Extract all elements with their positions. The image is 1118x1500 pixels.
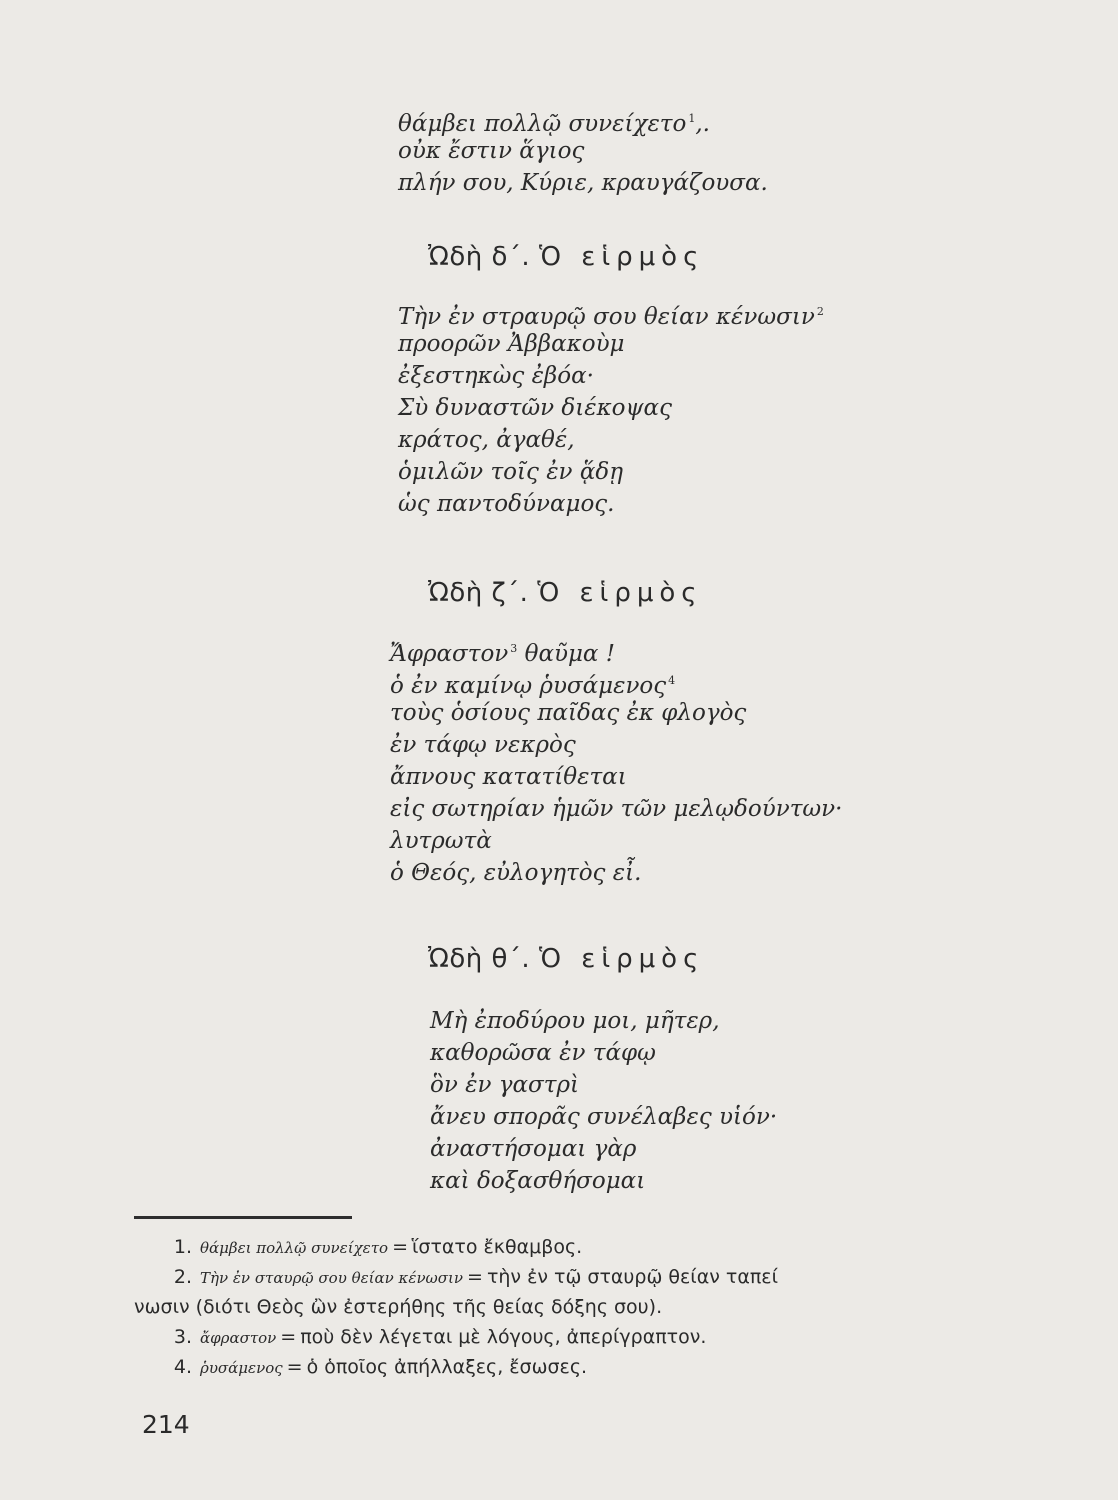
ode-7-verses [390, 633, 842, 889]
footnote-2-continuation: νωσιν (διότι Θεὸς ὢν ἐστερήθης τῆς θείας δόξης σου). [134, 1296, 663, 1318]
ode-9-heading [428, 944, 704, 974]
footnote-number: 1. [173, 1236, 192, 1258]
equals-sign: = [467, 1266, 483, 1288]
footnote-term: ἄφραστον [200, 1329, 277, 1347]
verse-line: ὁ Θεός, εὐλογητὸς εἶ. [390, 860, 642, 886]
equals-sign: = [392, 1236, 408, 1258]
footnotes [134, 1236, 1034, 1386]
footnote-marker: 1 [688, 112, 696, 125]
footnote-gloss: ὁ ὁποῖος ἀπήλλαξες, ἔσωσες. [306, 1356, 588, 1378]
verse-line: τοὺς ὁσίους παῖδας ἐκ φλογὸς [390, 700, 747, 726]
footnote-number: 4. [173, 1356, 192, 1378]
ode-7-number: Ὠδὴ ζ΄. [428, 578, 529, 608]
verse-line: ἐν τάφῳ νεκρὸς [390, 732, 576, 758]
footnote-marker: 2 [816, 305, 824, 318]
footnote-term: θάμβει πολλῷ συνείχετο [200, 1239, 389, 1257]
ode-9-verses [430, 1005, 777, 1197]
verse-line: ὁ ἐν καμίνῳ ῥυσάμενος $^4$ [390, 673, 676, 699]
ode-4-heirmos-label: Ὁ εἱρμὸς [538, 242, 705, 272]
verse-line: ὁμιλῶν τοῖς ἐν ᾅδῃ [398, 459, 624, 485]
footnote-2 [134, 1266, 1034, 1296]
equals-sign: = [286, 1356, 303, 1378]
ode-4-verses [398, 296, 824, 520]
page-number: 214 [142, 1410, 190, 1439]
verse-line: ἀναστήσομαι γὰρ [430, 1136, 637, 1162]
ode-4-heading [428, 242, 704, 272]
verse-line: καθορῶσα ἐν τάφῳ [430, 1040, 656, 1066]
verse-line: οὐκ ἔστιν ἅγιος [398, 138, 585, 164]
footnote-gloss: ἵστατο ἔκθαμβος. [411, 1236, 583, 1258]
verse-line: κράτος, ἀγαθέ, [398, 427, 575, 453]
verse-line: καὶ δοξασθήσομαι [430, 1168, 646, 1194]
verse-line: ὡς παντοδύναμος. [398, 491, 615, 517]
verse-line: ἄπνους κατατίθεται [390, 764, 627, 790]
footnote-divider [134, 1216, 352, 1219]
footnote-term: ῥυσάμενος [200, 1359, 283, 1377]
ode-9-heirmos-label: Ὁ εἱρμὸς [538, 944, 705, 974]
footnote-4 [134, 1356, 1034, 1386]
verse-line: προορῶν Ἀββακοὺμ [398, 331, 625, 357]
ode-9-number: Ὠδὴ θ΄. [428, 944, 531, 974]
footnote-term: Τὴν ἐν σταυρῷ σου θείαν κένωσιν [200, 1269, 464, 1287]
footnote-number: 2. [173, 1266, 192, 1288]
verse-line: Μὴ ἐποδύρου μοι, μῆτερ, [430, 1008, 720, 1034]
footnote-number: 3. [173, 1326, 192, 1348]
verse-line: Ἄφραστον $^3$ θαῦμα ! [390, 641, 616, 667]
verse-line: θάμβει πολλῷ συνείχετο $^1$,. [398, 111, 710, 137]
verse-line: Σὺ δυναστῶν διέκοψας [398, 395, 672, 421]
verse-line: πλήν σου, Κύριε, κραυγάζουσα. [398, 170, 768, 196]
ode-7-heading [428, 578, 703, 608]
verse-line: ἐξεστηκὼς ἐβόα· [398, 363, 594, 389]
footnote-marker: 3 [510, 642, 518, 655]
equals-sign: = [280, 1326, 297, 1348]
footnote-gloss: τὴν ἐν τῷ σταυρῷ θείαν ταπεί [486, 1266, 779, 1288]
verse-line: ἄνευ σπορᾶς συνέλαβες υἱόν· [430, 1104, 778, 1130]
verse-line: λυτρωτὰ [390, 828, 492, 854]
verse-line: ὃν ἐν γαστρὶ [430, 1072, 580, 1098]
footnote-gloss: ποὺ δὲν λέγεται μὲ λόγους, ἀπερίγραπτον. [300, 1326, 707, 1348]
footnote-marker: 4 [668, 674, 676, 687]
verse-line: Τὴν ἐν στραυρῷ σου θείαν κένωσιν $^2$ [398, 304, 824, 330]
ode-4-number: Ὠδὴ δ΄. [428, 242, 531, 272]
footnote-1 [134, 1236, 1034, 1266]
ode-7-heirmos-label: Ὁ εἱρμὸς [537, 578, 703, 608]
verse-block-top [398, 103, 768, 199]
verse-line: εἰς σωτηρίαν ἡμῶν τῶν μελῳδούντων· [390, 796, 843, 822]
footnote-3 [134, 1326, 1034, 1356]
